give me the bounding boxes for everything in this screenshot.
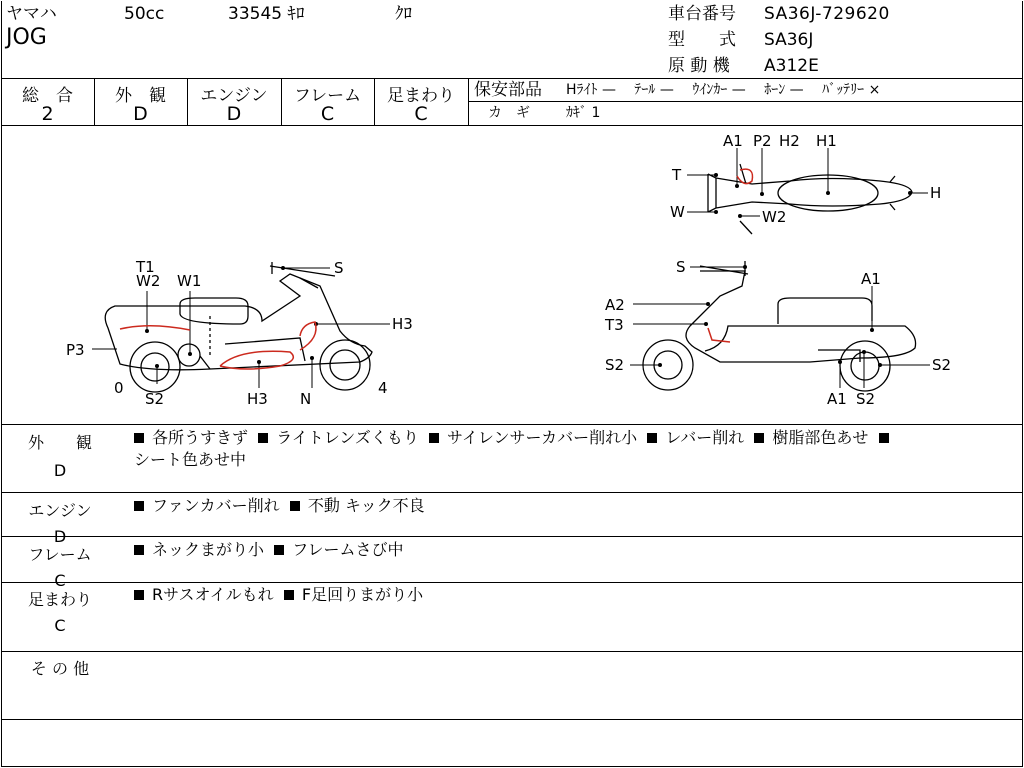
exterior-note: サイレンサーカバー削れ小 <box>447 428 638 447</box>
label-t1: T1 <box>136 258 155 276</box>
exterior-note: ライトレンズくもり <box>276 428 419 447</box>
label-s2-right-front: S2 <box>605 356 625 374</box>
label-a1-top: A1 <box>723 132 743 150</box>
exterior-note: 各所うすきず <box>152 428 249 447</box>
grade-overall-label: 総 合 <box>22 86 73 106</box>
label-0: 0 <box>114 379 124 397</box>
label-a1-bottom: A1 <box>827 390 847 408</box>
label-s2-right-rear: S2 <box>932 356 952 374</box>
grade-exterior <box>94 81 187 125</box>
displacement: 50cc <box>124 4 165 24</box>
engine-section-label <box>18 498 102 546</box>
label-n: N <box>300 390 312 408</box>
frame-note: フレームさび中 <box>292 540 404 559</box>
parts-items: Hﾗｲﾄ — ﾃｰﾙ — ｳｲﾝｶｰ — ﾎｰﾝ — ﾊﾞｯﾃﾘｰ × <box>566 82 881 98</box>
label-s2-left: S2 <box>145 390 165 408</box>
engine-label: エンジン <box>28 501 92 520</box>
grade-suspension-value: C <box>414 103 428 125</box>
other-label: そ の 他 <box>30 659 90 678</box>
label-w: W <box>670 203 685 221</box>
label-p3: P3 <box>66 341 85 359</box>
grade-frame-value: C <box>320 103 335 125</box>
frame-no-label: 車台番号 <box>668 4 736 24</box>
exterior-section-label <box>18 430 102 480</box>
damage-diagram <box>0 126 1024 424</box>
suspension-note: Rサスオイルもれ <box>152 585 274 604</box>
grade-suspension <box>374 81 468 125</box>
engine-grade: D <box>53 527 67 546</box>
grade-engine-value: D <box>226 103 242 125</box>
label-w2-top: W2 <box>762 208 787 226</box>
mileage: 33545 ｷﾛ <box>228 4 305 24</box>
label-s-left: S <box>334 259 344 277</box>
grade-frame <box>281 81 374 125</box>
frame-no: SA36J-729620 <box>764 4 890 24</box>
exterior-label: 外 観 <box>27 433 92 452</box>
damage-mark-seat <box>120 326 190 330</box>
label-t3: T3 <box>605 316 624 334</box>
grade-frame-label: フレーム <box>293 86 362 106</box>
label-w2: W2 <box>136 272 161 290</box>
engine-notes <box>134 495 1014 517</box>
grade-exterior-value: D <box>133 103 148 125</box>
grade-engine-label: エンジン <box>200 86 268 106</box>
exterior-note: シート色あせ中 <box>134 450 247 469</box>
color: ｸﾛ <box>395 4 412 24</box>
key-label: カ ギ <box>488 105 530 121</box>
parts-label: 保安部品 <box>474 80 542 100</box>
exterior-grade: D <box>53 461 67 480</box>
label-4: 4 <box>378 379 388 397</box>
type-value: SA36J <box>764 30 814 50</box>
frame-label: フレーム <box>28 545 92 564</box>
other-section-label <box>18 656 102 679</box>
grade-exterior-label: 外 観 <box>115 86 166 106</box>
frame-notes <box>134 539 1014 561</box>
label-w1: W1 <box>177 272 202 290</box>
label-h3-left: H3 <box>392 315 413 333</box>
label-h: H <box>930 184 942 202</box>
suspension-notes <box>134 584 1014 606</box>
engine-note: 不動 キック不良 <box>307 496 425 515</box>
grade-suspension-label: 足まわり <box>387 86 455 106</box>
exterior-note: 樹脂部色あせ <box>772 428 869 447</box>
label-p2: P2 <box>753 132 772 150</box>
grade-overall <box>1 81 94 125</box>
suspension-label: 足まわり <box>27 590 92 609</box>
label-h1: H1 <box>816 132 837 150</box>
maker: ヤマハ <box>6 4 57 24</box>
label-a1-right: A1 <box>861 270 881 288</box>
engine-label: 原 動 機 <box>668 56 730 76</box>
exterior-note: レバー削れ <box>665 428 745 447</box>
suspension-note: F足回りまがり小 <box>301 585 424 604</box>
damage-mark-front <box>300 322 316 350</box>
key-value: ｶｷﾞ 1 <box>566 105 601 121</box>
label-h3-bottom: H3 <box>247 390 268 408</box>
frame-note: ネックまがり小 <box>152 540 265 559</box>
frame-grade: C <box>54 571 66 590</box>
suspension-grade: C <box>54 616 66 635</box>
top-view-scooter <box>708 164 912 234</box>
grade-engine <box>187 81 281 125</box>
type-label: 型 式 <box>668 30 736 50</box>
engine-value: A312E <box>764 56 819 76</box>
label-s2-bottom: S2 <box>856 390 876 408</box>
label-h2: H2 <box>779 132 800 150</box>
exterior-notes <box>134 427 1014 471</box>
engine-note: ファンカバー削れ <box>152 496 280 515</box>
grade-overall-value: 2 <box>41 103 54 125</box>
label-t: T <box>672 166 682 184</box>
label-s-right: S <box>676 258 686 276</box>
model-name: JOG <box>6 25 47 50</box>
frame-section-label <box>18 542 102 590</box>
label-a2: A2 <box>605 296 625 314</box>
suspension-section-label <box>18 587 102 635</box>
